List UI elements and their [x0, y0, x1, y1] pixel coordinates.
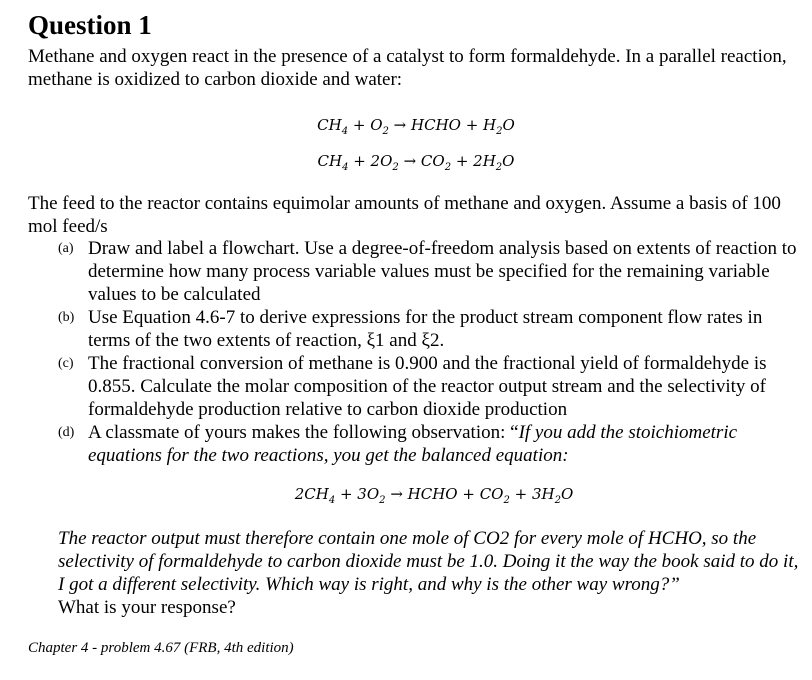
- equation-1: [10, 115, 812, 142]
- chapter-reference: Chapter 4 - problem 4.67 (FRB, 4th edition): [28, 640, 294, 656]
- equation-3-rhs: HCHO + $CO_2 + 3H_2O$: [407, 485, 574, 506]
- equation-3: [28, 484, 812, 511]
- equation-3-arrow: →: [390, 485, 408, 503]
- equation-2-rhs: $CO_2 + 2H_2O$: [420, 152, 515, 173]
- part-b-label: (b): [58, 310, 75, 325]
- part-d-quote-text: If you add the stoichiometric equations for the two reactions, you get the balanced equation:: [88, 422, 738, 466]
- equation-1-rhs: HCHO + $H_2O$: [411, 116, 515, 137]
- equation-2-arrow: →: [403, 152, 421, 170]
- intro-paragraph: Methane and oxygen react in the presence of a catalyst to form formaldehyde. In a parallel reaction, methane is oxidized to carbon dioxide and water:: [28, 46, 787, 90]
- question-parts-list: [58, 237, 808, 467]
- equation-2-lhs: $CH_4 + 2O_2$: [317, 152, 399, 173]
- part-d-label: (d): [58, 425, 75, 440]
- part-d-text: A classmate of yours makes the following observation: “: [88, 422, 519, 443]
- feed-paragraph: The feed to the reactor contains equimolar amounts of methane and oxygen. Assume a basis of 100 mol feed/s: [28, 193, 781, 237]
- part-b-text: Use Equation 4.6-7 to derive expressions for the product stream component flow rates in terms of the two extents of reaction, ξ1 and ξ2.: [88, 307, 763, 351]
- response-prompt: What is your response?: [58, 597, 236, 618]
- part-a-label: (a): [58, 241, 74, 256]
- classmate-quote: The reactor output must therefore contain one mole of CO2 for every mole of HCHO, so the selectivity of formaldehyde to carbon dioxide must be 1.0. Doing it the way the book said to do it, I got a different selectivity. Which way is right, and why is the other way wrong?”: [58, 528, 799, 595]
- equation-1-arrow: →: [393, 116, 412, 134]
- question-title: Question 1: [28, 10, 152, 40]
- part-c-text: The fractional conversion of methane is 0.900 and the fractional yield of formaldehyde is 0.855. Calculate the molar composition of the reactor output stream and the selectivity of formaldehyde production relative to carbon dioxide production: [88, 353, 767, 420]
- part-c: [58, 352, 808, 421]
- equation-3-lhs: $2CH_4 + 3O_2$: [294, 485, 386, 506]
- equation-2: [10, 151, 812, 178]
- part-d: [58, 421, 808, 467]
- part-b: [58, 306, 808, 352]
- part-a-text: Draw and label a flowchart. Use a degree-of-freedom analysis based on extents of reaction to determine how many process variable values must be specified for the remaining variable values to be calculated: [88, 238, 797, 305]
- equation-1-lhs: $CH_4 + O_2$: [317, 116, 389, 137]
- part-a: [58, 237, 808, 306]
- part-c-label: (c): [58, 356, 74, 371]
